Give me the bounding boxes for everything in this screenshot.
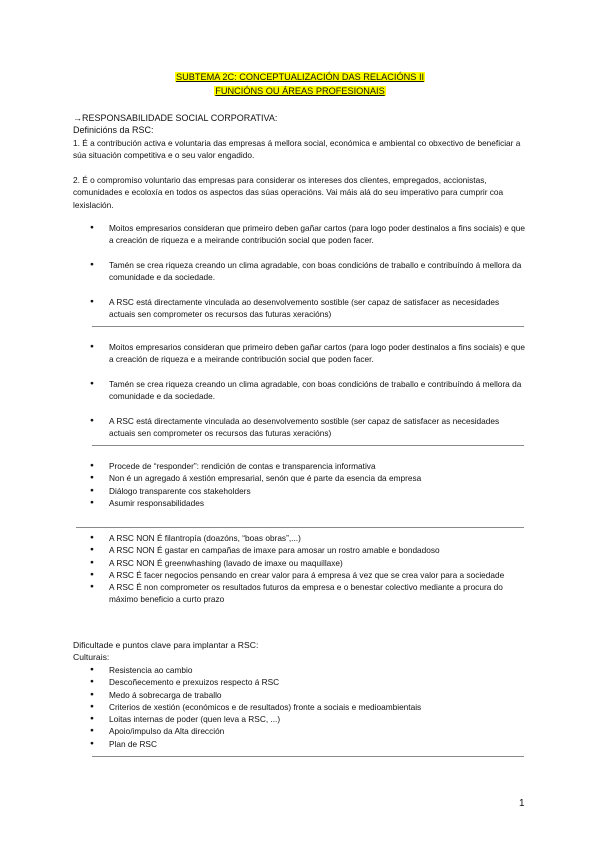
cultural-label: Culturais: bbox=[73, 652, 110, 662]
list-item: ● Moitos empresarios consideran que primeiro deben gañar cartos (para logo poder destinalos a fins sociais) e que a creación de riqueza e a meirande contribución social que poden facer. bbox=[73, 222, 525, 247]
list-item: ● A RSC NON É gastar en campañas de imaxe para amosar un rostro amable e bondadoso bbox=[73, 544, 525, 556]
bullet-list-5 bbox=[73, 664, 525, 750]
list-item: ● A RSC É non comprometer os resultados futuros da empresa e o benestar colectivo mediante a procura do máximo beneficio a curto prazo bbox=[73, 581, 525, 606]
definition-2: 2. É o compromiso voluntario das empresas para considerar os intereses dos clientes, empregados, accionistas, comunidades e ecoloxía en todos os aspectos das súas operacións. Vai máis alá do seu imperativo para cumprir coa lexislación. bbox=[73, 175, 504, 210]
list-item: ● A RSC É facer negocios pensando en crear valor para á empresa á vez que se crea valor para a sociedade bbox=[73, 569, 525, 581]
definitions-label: Definicións da RSC: bbox=[73, 125, 154, 135]
list-item: ● Descoñecemento e prexuizos respecto á RSC bbox=[73, 676, 525, 688]
list-item: ● Tamén se crea riqueza creando un clima agradable, con boas condicións de traballo e contribuíndo á mellora da comunidade e da sociedade. bbox=[73, 259, 525, 284]
divider bbox=[92, 326, 524, 327]
list-item: ● Apoio/impulso da Alta dirección bbox=[73, 725, 525, 737]
list-item: ● Procede de “responder”: rendición de contas e transparencia informativa bbox=[73, 460, 525, 472]
divider bbox=[92, 445, 524, 446]
list-item: ● Criterios de xestión (económicos e de resultados) fronte a sociais e medioambientais bbox=[73, 701, 525, 713]
list-item: ● Tamén se crea riqueza creando un clima agradable, con boas condicións de traballo e contribuíndo á mellora da comunidade e da sociedade. bbox=[73, 378, 525, 403]
list-item: ● Asumir responsabilidades bbox=[73, 497, 525, 509]
list-item: ● Non é un agregado á xestión empresarial, senón que é parte da esencia da empresa bbox=[73, 472, 525, 484]
bullet-list-3 bbox=[73, 460, 525, 509]
list-item: ● A RSC está directamente vinculada ao desenvolvemento sostible (ser capaz de satisfacer as necesidades actuais sen comprometer os recursos das futuras xeracións) bbox=[73, 415, 525, 440]
definition-1: 1. É a contribución activa e voluntaria das empresas á mellora social, económica e ambiental co obxectivo de beneficiar a súa situación competitiva e o seu valor engadido. bbox=[73, 138, 521, 161]
list-item: ● A RSC NON É greenwhashing (lavado de imaxe ou maquillaxe) bbox=[73, 557, 525, 569]
list-item: ● A RSC está directamente vinculada ao desenvolvemento sostible (ser capaz de satisfacer as necesidades actuais sen comprometer os recursos das futuras xeracións) bbox=[73, 296, 525, 321]
list-item: ● Medo á sobrecarga de traballo bbox=[73, 689, 525, 701]
divider bbox=[76, 527, 524, 528]
list-item: ● Resistencia ao cambio bbox=[73, 664, 525, 676]
list-item: ● Moitos empresarios consideran que primeiro deben gañar cartos (para logo poder destinalos a fins sociais) e que a creación de riqueza e a meirande contribución social que poden facer. bbox=[73, 341, 525, 366]
list-item: ● Plan de RSC bbox=[73, 738, 525, 750]
difficulty-label: Dificultade e puntos clave para implantar a RSC: bbox=[73, 640, 259, 650]
document-title-line2: FUNCIÓNS OU ÁREAS PROFESIONAIS bbox=[215, 86, 385, 96]
section-heading: →RESPONSABILIDADE SOCIAL CORPORATIVA: bbox=[73, 113, 278, 123]
document-title-line1: SUBTEMA 2C: CONCEPTUALIZACIÓN DAS RELACIÓNS II bbox=[175, 72, 425, 82]
bullet-list-2 bbox=[73, 341, 525, 440]
page-number: 1 bbox=[519, 798, 525, 809]
list-item: ● Loitas internas de poder (quen leva a RSC, ...) bbox=[73, 713, 525, 725]
list-item: ● Diálogo transparente cos stakeholders bbox=[73, 485, 525, 497]
bullet-list-4 bbox=[73, 532, 525, 606]
list-item: ● A RSC NON É filantropía (doazóns, “boas obras”,...) bbox=[73, 532, 525, 544]
divider bbox=[92, 756, 524, 757]
bullet-list-1 bbox=[73, 222, 525, 321]
